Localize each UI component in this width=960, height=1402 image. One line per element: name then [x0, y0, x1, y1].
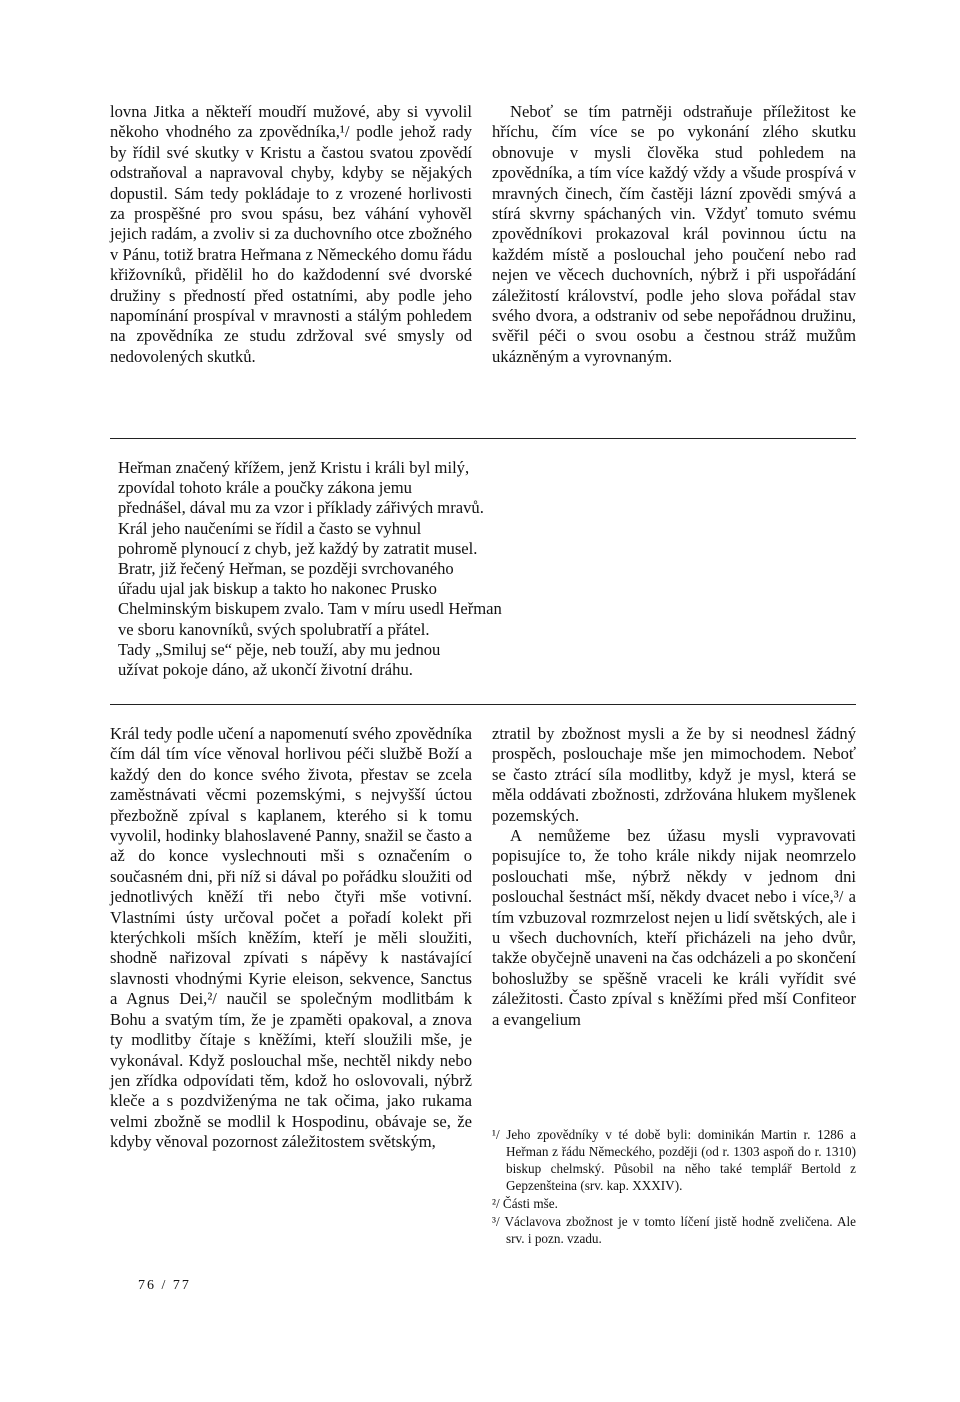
poem-line: zpovídal tohoto krále a poučky zákona jemu [118, 478, 412, 498]
top-left-paragraph: lovna Jitka a někteří moudří mužové, aby si vyvolil někoho vhodného za zpovědníka,¹/ podle jehož rady by řídil své skutky v Kristu a častou svatou zpovědí odstraňoval a napravoval chyby, kdyby se nějakých dopustil. Sám tedy pokládaje to z vrozené horlivosti za prospěšné pro svou spásu, bez váhání vyhověl jejich radám, a zvoliv si za duchovního otce zbožného v Pánu, totiž bratra Heřmana z Německého domu řádu křižovníků, přidělil ho do každodenní své dvorské družiny s předností před ostatními, aby podle jeho napomínání prospíval v mravnosti a stálým pohledem na zpovědníka ze studu zdržoval své smysly od nedovolených skutků. [110, 102, 472, 366]
poem-line: Chelminským biskupem zvalo. Tam v míru usedl Heřman [118, 599, 502, 619]
poem-line: užívat pokoje dáno, až ukončí životní dráhu. [118, 660, 413, 680]
top-right-paragraph: Neboť se tím patrněji odstraňuje příležitost ke hříchu, čím více se po vykonání zlého skutku obnovuje v mysli člověka stud pohledem na zpovědníka, a tím více každý vždy a všude prospívá v mravných činech, čím častěji lázní zpovědi smývá a stírá skvrny spáchaných vin. Vždyť tomuto svému zpovědníkovi prokazoval král povinnou úctu na každém místě a poslouchal jeho poučení nebo rad nejen ve věcech duchovních, nýbrž i při uspořádání záležitostí království, podle jeho slova pořádal stav svého dvora, a odstraniv od sebe nepořádnou družinu, svěřil péči o svou osobu a čestnou stráž mužům ukázněným a vyrovnaným. [492, 102, 856, 366]
divider-bottom [110, 704, 856, 705]
bottom-left-paragraph: Král tedy podle učení a napomenutí svého zpovědníka čím dál tím více věnoval horlivou péči službě Boží a každý den do konce svého života, přestav se zcela zaměstnávati věcmi pozemskými, s nejvyšší úctou přezbožně zpíval s kaplanem, kterého si k tomu vyvolil, hodinky blahoslavené Panny, snažil se často a až do konce vyslechnouti mši s označením o současném dni, při níž si dával po pořádku sloužiti od jednotlivých kněží tři nebo čtyři mše votivní. Vlastními ústy určoval počet a pořadí kolekt při kterýchkoli mších kněžím, kteří je měli sloužiti, shodně nařizoval zpívati s nápěvy k nastávající slavnosti vhodnými Kyrie eleison, sekvence, Sanctus a Agnus Dei,²/ naučil se společným modlitbám k Bohu a svatým tím, že je zpaměti opakoval, a znova ty modlitby čítaje s kněžími, kteří sloužili mše, je vykonával. Když poslouchal mše, nechtěl nikdy nebo jen zřídka odpovídati těm, kdož ho oslovovali, nýbrž kleče a s pozdviženýma ne tak očima, jako rukama velmi zbožně se modlil k Hospodinu, obávaje se, že kdyby věnoval pozornost záležitostem světským, [110, 724, 472, 1152]
bottom-left-column [110, 724, 472, 1153]
bottom-right-paragraph-2: A nemůžeme bez úžasu mysli vypravovati popisujíce to, že toho krále nikdy nijak neomrzelo poslouchati mše, nýbrž někdy v jednom dni poslouchal šestnáct mší, někdy dvacet nebo i více,³/ a tím vzbuzoval rozmrzelost nejen u lidí světských, ale i u všech duchovních, kteří přicházeli na jeho dvůr, takže obyčejně unaveni na čas odcházeli a po skončení bohoslužby se spěšně vraceli ke králi vyřídit své záležitosti. Často zpíval s kněžími před mší Confiteor a evangelium [492, 826, 856, 1029]
poem-line: Král jeho naučeními se řídil a často se vyhnul [118, 518, 422, 538]
top-right-column [492, 102, 856, 367]
footnotes [492, 1126, 856, 1248]
poem-line: Bratr, již řečený Heřman, se později svrchovaného [118, 559, 454, 579]
bottom-right-column [492, 724, 856, 1030]
footnote: ³/ Václavova zbožnost je v tomto líčení jistě hodně zveličena. Ale srv. i pozn. vzadu. [492, 1214, 856, 1246]
poem-line: Tady „Smiluj se“ pěje, neb touží, aby mu jednou [118, 639, 441, 659]
footnote: ²/ Části mše. [492, 1196, 558, 1211]
footnote: ¹/ Jeho zpovědníky v té době byli: dominikán Martin r. 1286 a Heřman z řádu Německého, později (od r. 1303 aspoň do r. 1310) biskup chelmský. Působil na něho také templář Bertold z Gepzenšteina (srv. kap. XXXIV). [492, 1127, 856, 1193]
poem-line: ve sboru kanovníků, svých spolubratří a přátel. [118, 619, 430, 639]
top-left-column [110, 102, 472, 367]
page-number: 76 / 77 [138, 1278, 191, 1293]
bottom-right-paragraph-1: ztratil by zbožnost mysli a že by si neodnesl žádný prospěch, poslouchaje mše jen mimochodem. Neboť se často ztrácí síla modlitby, když je mysl, která se měla oddávati zbožnosti, zdržována hlukem myšlenek pozemských. [492, 724, 856, 825]
poem-line: úřadu ujal jak biskup a takto ho nakonec Prusko [118, 579, 437, 599]
poem-line: přednášel, dával mu za vzor i příklady zářivých mravů. [118, 498, 484, 518]
poem-line: pohromě plynoucí z chyb, jež každý by zatratit musel. [118, 538, 478, 558]
poem [118, 458, 838, 680]
divider-top [110, 438, 856, 439]
poem-line: Heřman značený křížem, jenž Kristu i králi byl milý, [118, 458, 470, 477]
